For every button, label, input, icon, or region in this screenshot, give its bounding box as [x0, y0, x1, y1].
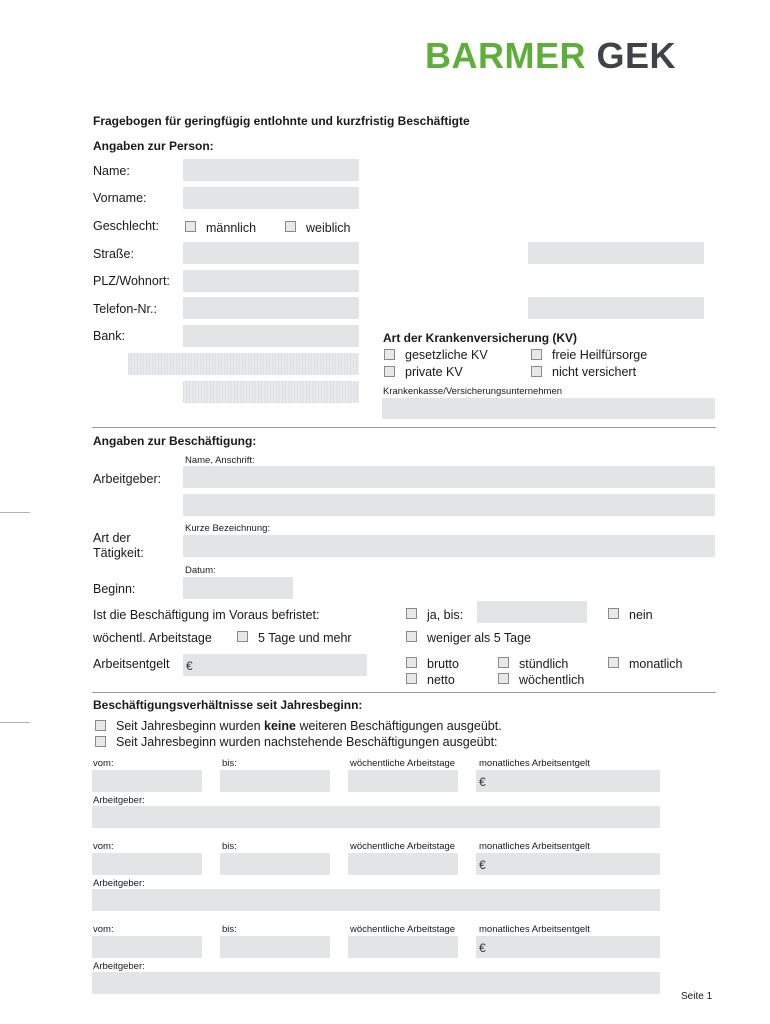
taetigkeit-label-line1: Art der	[93, 531, 131, 545]
entgelt-field[interactable]	[476, 936, 660, 958]
name-label: Name:	[93, 164, 130, 178]
hausnummer-field[interactable]	[528, 242, 704, 264]
page-number: Seite 1	[681, 991, 713, 1002]
nachstehende-beschaeftigungen-checkbox[interactable]	[95, 736, 106, 747]
arbeitgeber-label: Arbeitgeber:	[93, 878, 145, 889]
section-divider	[92, 427, 716, 428]
vom-label: vom:	[93, 924, 114, 935]
nachstehende-beschaeftigungen-label: Seit Jahresbeginn wurden nachstehende Beschäftigungen ausgeübt:	[116, 735, 498, 749]
krankenkasse-label: Krankenkasse/Versicherungsunternehmen	[383, 386, 563, 397]
euro-sign: €	[479, 941, 486, 955]
arbeitgeber-field-1[interactable]	[183, 466, 715, 488]
arbeitstage-label: wöchentliche Arbeitstage	[350, 758, 456, 769]
bank-field[interactable]	[183, 325, 359, 347]
vom-field[interactable]	[92, 770, 202, 792]
monatlich-label: monatlich	[629, 657, 683, 671]
beginn-field[interactable]	[183, 577, 293, 599]
geschlecht-label: Geschlecht:	[93, 219, 160, 233]
weniger-label: weniger als 5 Tage	[427, 631, 532, 645]
vom-label: vom:	[93, 841, 114, 852]
bis-label: bis:	[222, 758, 237, 769]
weiblich-checkbox[interactable]	[285, 221, 296, 232]
weniger-checkbox[interactable]	[406, 631, 417, 642]
bic-field[interactable]	[183, 381, 359, 403]
nein-label: nein	[629, 608, 653, 622]
stuendlich-checkbox[interactable]	[498, 657, 509, 668]
arbeitstage-field[interactable]	[348, 853, 458, 875]
monatliches-entgelt-label: monatliches Arbeitsentgelt	[479, 924, 590, 935]
strasse-label: Straße:	[93, 247, 134, 261]
arbeitgeber-label: Arbeitgeber:	[93, 961, 145, 972]
ja-bis-checkbox[interactable]	[406, 608, 417, 619]
keine-beschaeftigungen-checkbox[interactable]	[95, 720, 106, 731]
telefon-field-2[interactable]	[528, 297, 704, 319]
keine-beschaeftigungen-label: Seit Jahresbeginn wurden keine weiteren Beschäftigungen ausgeübt.	[116, 719, 502, 733]
bis-field[interactable]	[220, 936, 330, 958]
entgelt-field[interactable]	[476, 770, 660, 792]
logo-text-gek: GEK	[596, 35, 677, 76]
gesetzliche-kv-checkbox[interactable]	[384, 349, 395, 360]
nicht-versichert-checkbox[interactable]	[531, 366, 542, 377]
arbeitstage-field[interactable]	[348, 770, 458, 792]
brutto-label: brutto	[427, 657, 459, 671]
freie-heilfuersorge-label: freie Heilfürsorge	[552, 348, 648, 362]
form-title: Fragebogen für geringfügig entlohnte und kurzfristig Beschäftigte	[93, 114, 470, 128]
arbeitstage-label: wöchentliche Arbeitstage	[350, 841, 456, 852]
private-kv-checkbox[interactable]	[384, 366, 395, 377]
arbeitstage-label: wöchentl. Arbeitstage	[93, 631, 212, 645]
maennlich-label: männlich	[206, 221, 257, 235]
arbeitgeber-field[interactable]	[92, 806, 660, 828]
arbeitstage-field[interactable]	[348, 936, 458, 958]
telefon-field[interactable]	[183, 297, 359, 319]
beschaeftigung-heading: Angaben zur Beschäftigung:	[93, 434, 257, 448]
bis-field[interactable]	[220, 770, 330, 792]
vom-field[interactable]	[92, 853, 202, 875]
euro-sign: €	[186, 659, 193, 673]
taetigkeit-label-line2: Tätigkeit:	[93, 546, 144, 560]
name-field[interactable]	[183, 159, 359, 181]
netto-checkbox[interactable]	[406, 673, 417, 684]
vorname-label: Vorname:	[93, 191, 147, 205]
krankenkasse-field[interactable]	[382, 398, 715, 419]
person-heading: Angaben zur Person:	[93, 139, 214, 153]
kv-heading: Art der Krankenversicherung (KV)	[383, 331, 578, 345]
arbeitgeber-field-2[interactable]	[183, 494, 715, 516]
woechentlich-label: wöchentlich	[519, 673, 585, 687]
name-anschrift-label: Name, Anschrift:	[185, 455, 255, 466]
datum-label: Datum:	[185, 565, 216, 576]
euro-sign: €	[479, 858, 486, 872]
logo-text-barmer: BARMER	[425, 35, 586, 76]
arbeitgeber-field[interactable]	[92, 889, 660, 911]
taetigkeit-field[interactable]	[183, 535, 715, 557]
netto-label: netto	[427, 673, 455, 687]
plz-field[interactable]	[183, 270, 359, 292]
fuenf-tage-checkbox[interactable]	[237, 631, 248, 642]
freie-heilfuersorge-checkbox[interactable]	[531, 349, 542, 360]
seit-heading: Beschäftigungsverhältnisse seit Jahresbeginn:	[93, 698, 363, 712]
strasse-field[interactable]	[183, 242, 359, 264]
vom-label: vom:	[93, 758, 114, 769]
beginn-label: Beginn:	[93, 582, 136, 596]
section-divider	[92, 692, 716, 693]
kurze-bezeichnung-label: Kurze Bezeichnung:	[185, 523, 271, 534]
nein-checkbox[interactable]	[608, 608, 619, 619]
gesetzliche-kv-label: gesetzliche KV	[405, 348, 488, 362]
entgelt-label: Arbeitsentgelt	[93, 657, 170, 671]
maennlich-checkbox[interactable]	[185, 221, 196, 232]
bis-label: bis:	[222, 841, 237, 852]
arbeitgeber-field[interactable]	[92, 972, 660, 994]
iban-field[interactable]	[128, 353, 359, 375]
bis-field[interactable]	[220, 853, 330, 875]
weiblich-label: weiblich	[306, 221, 351, 235]
ja-bis-label: ja, bis:	[427, 608, 464, 622]
befristet-label: Ist die Beschäftigung im Voraus befristet:	[93, 608, 320, 622]
vorname-field[interactable]	[183, 187, 359, 209]
bank-label: Bank:	[93, 329, 125, 343]
arbeitgeber-label: Arbeitgeber:	[93, 795, 145, 806]
brutto-checkbox[interactable]	[406, 657, 417, 668]
arbeitgeber-label: Arbeitgeber:	[93, 472, 162, 486]
befristet-bis-field[interactable]	[477, 601, 587, 623]
telefon-label: Telefon-Nr.:	[93, 302, 157, 316]
entgelt-field[interactable]	[476, 853, 660, 875]
plz-label: PLZ/Wohnort:	[93, 274, 170, 288]
margin-tick	[0, 722, 30, 723]
bis-label: bis:	[222, 924, 237, 935]
entgelt-field[interactable]	[183, 654, 367, 676]
private-kv-label: private KV	[405, 365, 463, 379]
euro-sign: €	[479, 775, 486, 789]
woechentlich-checkbox[interactable]	[498, 673, 509, 684]
monatliches-entgelt-label: monatliches Arbeitsentgelt	[479, 841, 590, 852]
monatlich-checkbox[interactable]	[608, 657, 619, 668]
monatliches-entgelt-label: monatliches Arbeitsentgelt	[479, 758, 590, 769]
nicht-versichert-label: nicht versichert	[552, 365, 637, 379]
stuendlich-label: stündlich	[519, 657, 569, 671]
arbeitstage-label: wöchentliche Arbeitstage	[350, 924, 456, 935]
margin-tick	[0, 512, 30, 513]
fuenf-tage-label: 5 Tage und mehr	[258, 631, 352, 645]
vom-field[interactable]	[92, 936, 202, 958]
barmer-gek-logo	[425, 36, 676, 76]
